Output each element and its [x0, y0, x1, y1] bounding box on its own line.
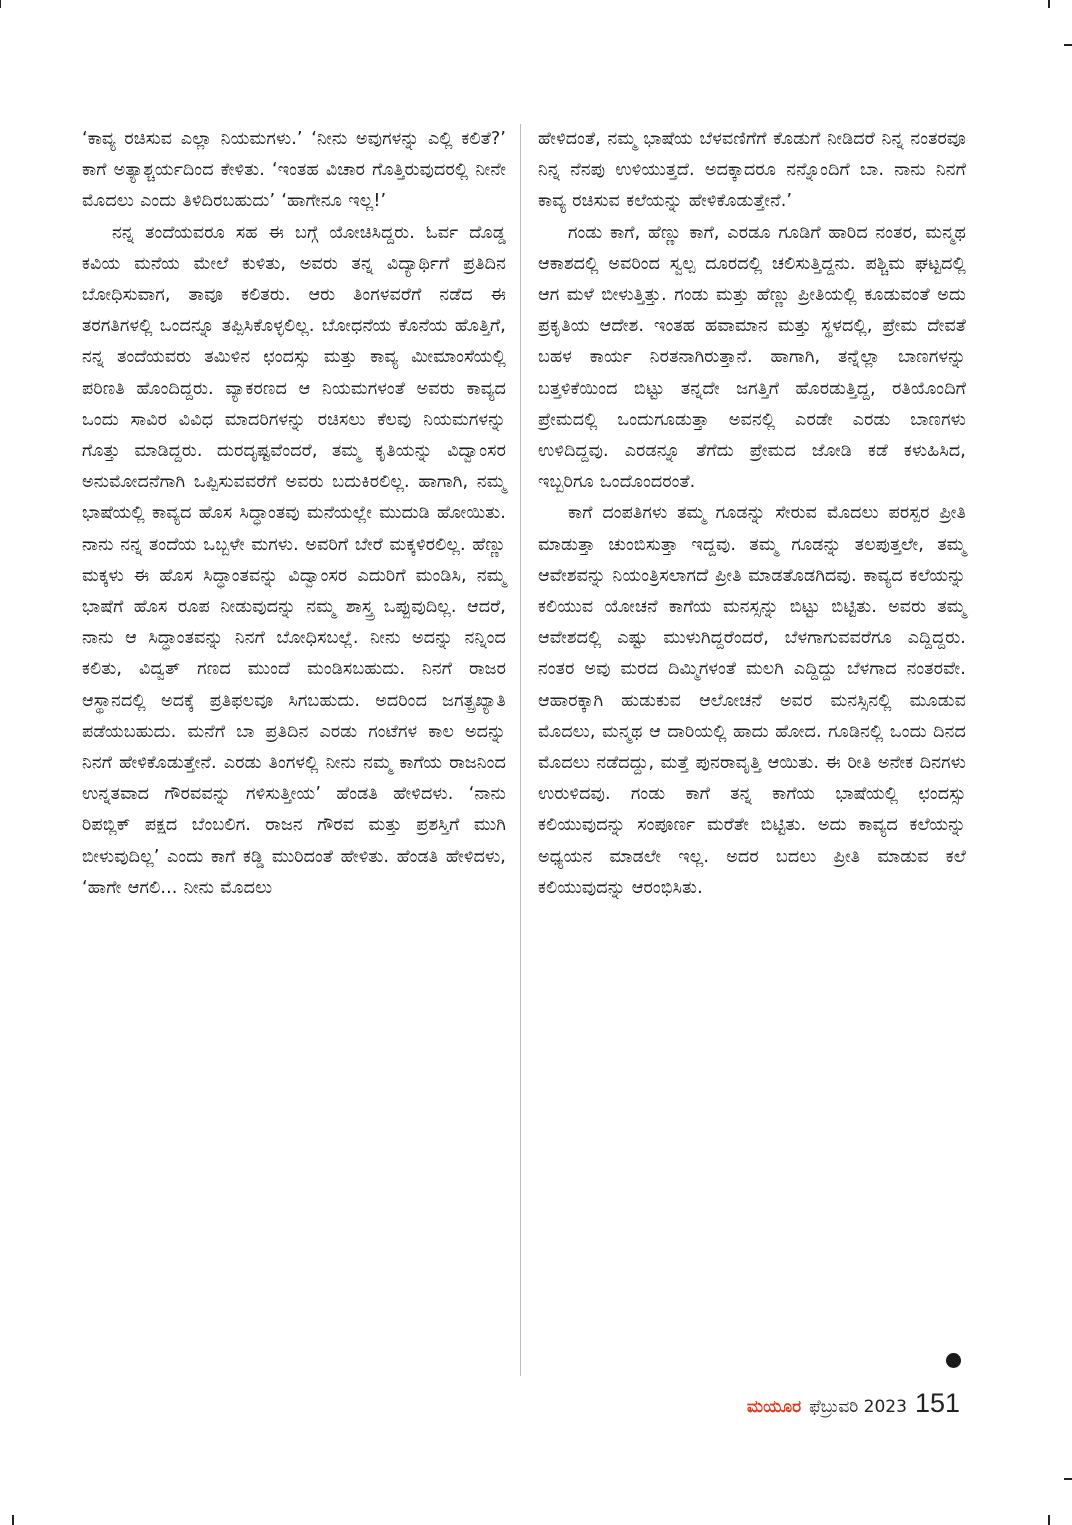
column-divider: [520, 124, 521, 1376]
paragraph: ಗಂಡು ಕಾಗೆ, ಹೆಣ್ಣು ಕಾಗೆ, ಎರಡೂ ಗೂಡಿಗೆ ಹಾರಿದ ನಂತರ, ಮನ್ಮಥ ಆಕಾಶದಲ್ಲಿ ಅವರಿಂದ ಸ್ವಲ್ಪ ದೂರದಲ್ಲಿ ಚಲಿಸುತ್ತಿದ್ದನು. ಪಶ್ಚಿಮ ಘಟ್ಟದಲ್ಲಿ ಆಗ ಮಳೆ ಬೀಳುತ್ತಿತ್ತು. ಗಂಡು ಮತ್ತು ಹೆಣ್ಣು ಪ್ರೀತಿಯಲ್ಲಿ ಕೂಡುವಂತೆ ಅದು ಪ್ರಕೃತಿಯ ಆದೇಶ. ಇಂತಹ ಹವಾಮಾನ ಮತ್ತು ಸ್ಥಳದಲ್ಲಿ, ಪ್ರೇಮ ದೇವತೆ ಬಹಳ ಕಾರ್ಯ ನಿರತನಾಗಿರುತ್ತಾನೆ. ಹಾಗಾಗಿ, ತನ್ನೆಲ್ಲಾ ಬಾಣಗಳನ್ನು ಬತ್ತಳಿಕೆಯಿಂದ ಬಿಟ್ಟು ತನ್ನದೇ ಜಗತ್ತಿಗೆ ಹೊರಡುತ್ತಿದ್ದ, ರತಿಯೊಂದಿಗೆ ಪ್ರೇಮದಲ್ಲಿ ಒಂದುಗೂಡುತ್ತಾ ಅವನಲ್ಲಿ ಎರಡೇ ಎರಡು ಬಾಣಗಳು ಉಳಿದಿದ್ದವು. ಎರಡನ್ನೂ ತೆಗೆದು ಪ್ರೇಮದ ಜೋಡಿ ಕಡೆ ಕಳುಹಿಸಿದ, ಇಬ್ಬರಿಗೂ ಒಂದೊಂದರಂತೆ.: [538, 222, 966, 493]
crop-mark-top-right: [1048, 0, 1050, 8]
left-column: [82, 124, 506, 904]
page-footer: [747, 1388, 960, 1419]
issue-date: ಫೆಬ್ರುವರಿ 2023: [809, 1397, 907, 1417]
right-column: [538, 124, 966, 904]
paragraph: ಹೇಳಿದಂತೆ, ನಮ್ಮ ಭಾಷೆಯ ಬೆಳವಣಿಗೆಗೆ ಕೊಡುಗೆ ನೀಡಿದರೆ ನಿನ್ನ ನಂತರವೂ ನಿನ್ನ ನೆನಪು ಉಳಿಯುತ್ತದೆ. ಅದಕ್ಕಾದರೂ ನನ್ನೊಂದಿಗೆ ಬಾ. ನಾನು ನಿನಗೆ ಕಾವ್ಯ ರಚಿಸುವ ಕಲೆಯನ್ನು ಹೇಳಿಕೊಡುತ್ತೇನೆ.’: [538, 129, 966, 212]
page-number: 151: [914, 1388, 960, 1418]
crop-mark-right-top: [1064, 44, 1072, 46]
paragraph: ಕಾಗೆ ದಂಪತಿಗಳು ತಮ್ಮ ಗೂಡನ್ನು ಸೇರುವ ಮೊದಲು ಪರಸ್ಪರ ಪ್ರೀತಿ ಮಾಡುತ್ತಾ ಚುಂಬಿಸುತ್ತಾ ಇದ್ದವು. ತಮ್ಮ ಗೂಡನ್ನು ತಲಪುತ್ತಲೇ, ತಮ್ಮ ಆವೇಶವನ್ನು ನಿಯಂತ್ರಿಸಲಾಗದೆ ಪ್ರೀತಿ ಮಾಡತೊಡಗಿದವು. ಕಾವ್ಯದ ಕಲೆಯನ್ನು ಕಲಿಯುವ ಯೋಚನೆ ಕಾಗೆಯ ಮನಸ್ಸನ್ನು ಬಿಟ್ಟು ಬಿಟ್ಟಿತು. ಅವರು ತಮ್ಮ ಆವೇಶದಲ್ಲಿ ಎಷ್ಟು ಮುಳುಗಿದ್ದರೆಂದರೆ, ಬೆಳಗಾಗುವವರೆಗೂ ಎದ್ದಿದ್ದರು. ನಂತರ ಅವು ಮರದ ದಿಮ್ಮಿಗಳಂತೆ ಮಲಗಿ ಎದ್ದಿದ್ದು ಬೆಳಗಾದ ನಂತರವೇ. ಆಹಾರಕ್ಕಾಗಿ ಹುಡುಕುವ ಆಲೋಚನೆ ಅವರ ಮನಸ್ಸಿನಲ್ಲಿ ಮೂಡುವ ಮೊದಲು, ಮನ್ಮಥ ಆ ದಾರಿಯಲ್ಲಿ ಹಾದು ಹೋದ. ಗೂಡಿನಲ್ಲಿ ಒಂದು ದಿನದ ಮೊದಲು ನಡೆದದ್ದು, ಮತ್ತೆ ಪುನರಾವೃತ್ತಿ ಆಯಿತು. ಈ ರೀತಿ ಅನೇಕ ದಿನಗಳು ಉರುಳಿದವು. ಗಂಡು ಕಾಗೆ ತನ್ನ ಕಾಗೆಯ ಭಾಷೆಯಲ್ಲಿ ಛಂದಸ್ಸು ಕಲಿಯುವುದನ್ನು ಸಂಪೂರ್ಣ ಮರೆತೇ ಬಿಟ್ಟಿತು. ಅದು ಕಾವ್ಯದ ಕಲೆಯನ್ನು ಅಧ್ಯಯನ ಮಾಡಲೇ ಇಲ್ಲ. ಅದರ ಬದಲು ಪ್ರೀತಿ ಮಾಡುವ ಕಲೆ ಕಲಿಯುವುದನ್ನು ಆರಂಭಿಸಿತು.: [538, 503, 966, 898]
crop-mark-top-left: [0, 0, 1, 8]
crop-mark-right-bottom: [1064, 1478, 1072, 1480]
crop-mark-bottom-right: [1048, 1515, 1050, 1525]
paragraph: ‘ಕಾವ್ಯ ರಚಿಸುವ ಎಲ್ಲಾ ನಿಯಮಗಳು.’ ‘ನೀನು ಅವುಗಳನ್ನು ಎಲ್ಲಿ ಕಲಿತೆ?’ ಕಾಗೆ ಅತ್ಯಾಶ್ಚರ್ಯದಿಂದ ಕೇಳಿತು. ‘ಇಂತಹ ವಿಚಾರ ಗೊತ್ತಿರುವುದರಲ್ಲಿ ನೀನೇ ಮೊದಲು ಎಂದು ತಿಳಿದಿರಬಹುದು’ ‘ಹಾಗೇನೂ ಇಲ್ಲ!’: [82, 129, 506, 212]
end-of-article-bullet: [946, 1353, 961, 1368]
crop-mark-bottom-left: [12, 1515, 14, 1525]
article-body: [0, 124, 1072, 1384]
paragraph: ನನ್ನ ತಂದೆಯವರೂ ಸಹ ಈ ಬಗ್ಗೆ ಯೋಚಿಸಿದ್ದರು. ಓರ್ವ ದೊಡ್ಡ ಕವಿಯ ಮನೆಯ ಮೇಲೆ ಕುಳಿತು, ಅವರು ತನ್ನ ವಿದ್ಯಾರ್ಥಿಗೆ ಪ್ರತಿದಿನ ಬೋಧಿಸುವಾಗ, ತಾವೂ ಕಲಿತರು. ಆರು ತಿಂಗಳವರೆಗೆ ನಡೆದ ಈ ತರಗತಿಗಳಲ್ಲಿ ಒಂದನ್ನೂ ತಪ್ಪಿಸಿಕೊಳ್ಳಲಿಲ್ಲ. ಬೋಧನೆಯ ಕೊನೆಯ ಹೊತ್ತಿಗೆ, ನನ್ನ ತಂದೆಯವರು ತಮಿಳಿನ ಛಂದಸ್ಸು ಮತ್ತು ಕಾವ್ಯ ಮೀಮಾಂಸೆಯಲ್ಲಿ ಪರಿಣತಿ ಹೊಂದಿದ್ದರು. ವ್ಯಾಕರಣದ ಆ ನಿಯಮಗಳಂತೆ ಅವರು ಕಾವ್ಯದ ಒಂದು ಸಾವಿರ ವಿವಿಧ ಮಾದರಿಗಳನ್ನು ರಚಿಸಲು ಕೆಲವು ನಿಯಮಗಳನ್ನು ಗೊತ್ತು ಮಾಡಿದ್ದರು. ದುರದೃಷ್ಟವೆಂದರೆ, ತಮ್ಮ ಕೃತಿಯನ್ನು ವಿದ್ವಾಂಸರ ಅನುಮೋದನೆಗಾಗಿ ಒಪ್ಪಿಸುವವರೆಗೆ ಅವರು ಬದುಕಿರಲಿಲ್ಲ. ಹಾಗಾಗಿ, ನಮ್ಮ ಭಾಷೆಯಲ್ಲಿ ಕಾವ್ಯದ ಹೊಸ ಸಿದ್ಧಾಂತವು ಮನೆಯಲ್ಲೇ ಮುದುಡಿ ಹೋಯಿತು. ನಾನು ನನ್ನ ತಂದೆಯ ಒಬ್ಬಳೇ ಮಗಳು. ಅವರಿಗೆ ಬೇರೆ ಮಕ್ಕಳಿರಲಿಲ್ಲ. ಹೆಣ್ಣು ಮಕ್ಕಳು ಈ ಹೊಸ ಸಿದ್ಧಾಂತವನ್ನು ವಿದ್ವಾಂಸರ ಎದುರಿಗೆ ಮಂಡಿಸಿ, ನಮ್ಮ ಭಾಷೆಗೆ ಹೊಸ ರೂಪ ನೀಡುವುದನ್ನು ನಮ್ಮ ಶಾಸ್ತ್ರ ಒಪ್ಪುವುದಿಲ್ಲ. ಆದರೆ, ನಾನು ಆ ಸಿದ್ಧಾಂತವನ್ನು ನಿನಗೆ ಬೋಧಿಸಬಲ್ಲೆ. ನೀನು ಅದನ್ನು ನನ್ನಿಂದ ಕಲಿತು, ವಿದ್ವತ್ ಗಣದ ಮುಂದೆ ಮಂಡಿಸಬಹುದು. ನಿನಗೆ ರಾಜರ ಆಸ್ಥಾನದಲ್ಲಿ ಅದಕ್ಕೆ ಪ್ರತಿಫಲವೂ ಸಿಗಬಹುದು. ಅದರಿಂದ ಜಗತ್ಪ್ರಖ್ಯಾತಿ ಪಡೆಯಬಹುದು. ಮನೆಗೆ ಬಾ ಪ್ರತಿದಿನ ಎರಡು ಗಂಟೆಗಳ ಕಾಲ ಅದನ್ನು ನಿನಗೆ ಹೇಳಿಕೊಡುತ್ತೇನೆ. ಎರಡು ತಿಂಗಳಲ್ಲಿ ನೀನು ನಮ್ಮ ಕಾಗೆಯ ರಾಜನಿಂದ ಉನ್ನತವಾದ ಗೌರವವನ್ನು ಗಳಿಸುತ್ತೀಯ’ ಹೆಂಡತಿ ಹೇಳಿದಳು. ‘ನಾನು ರಿಪಬ್ಲಿಕ್ ಪಕ್ಷದ ಬೆಂಬಲಿಗ. ರಾಜನ ಗೌರವ ಮತ್ತು ಪ್ರಶಸ್ತಿಗೆ ಮುಗಿ ಬೀಳುವುದಿಲ್ಲ’ ಎಂದು ಕಾಗೆ ಕಡ್ಡಿ ಮುರಿದಂತೆ ಹೇಳಿತು. ಹೆಂಡತಿ ಹೇಳಿದಳು, ‘ಹಾಗೇ ಆಗಲಿ... ನೀನು ಮೊದಲು: [82, 222, 506, 898]
magazine-logo: ಮಯೂರ: [746, 1397, 802, 1417]
